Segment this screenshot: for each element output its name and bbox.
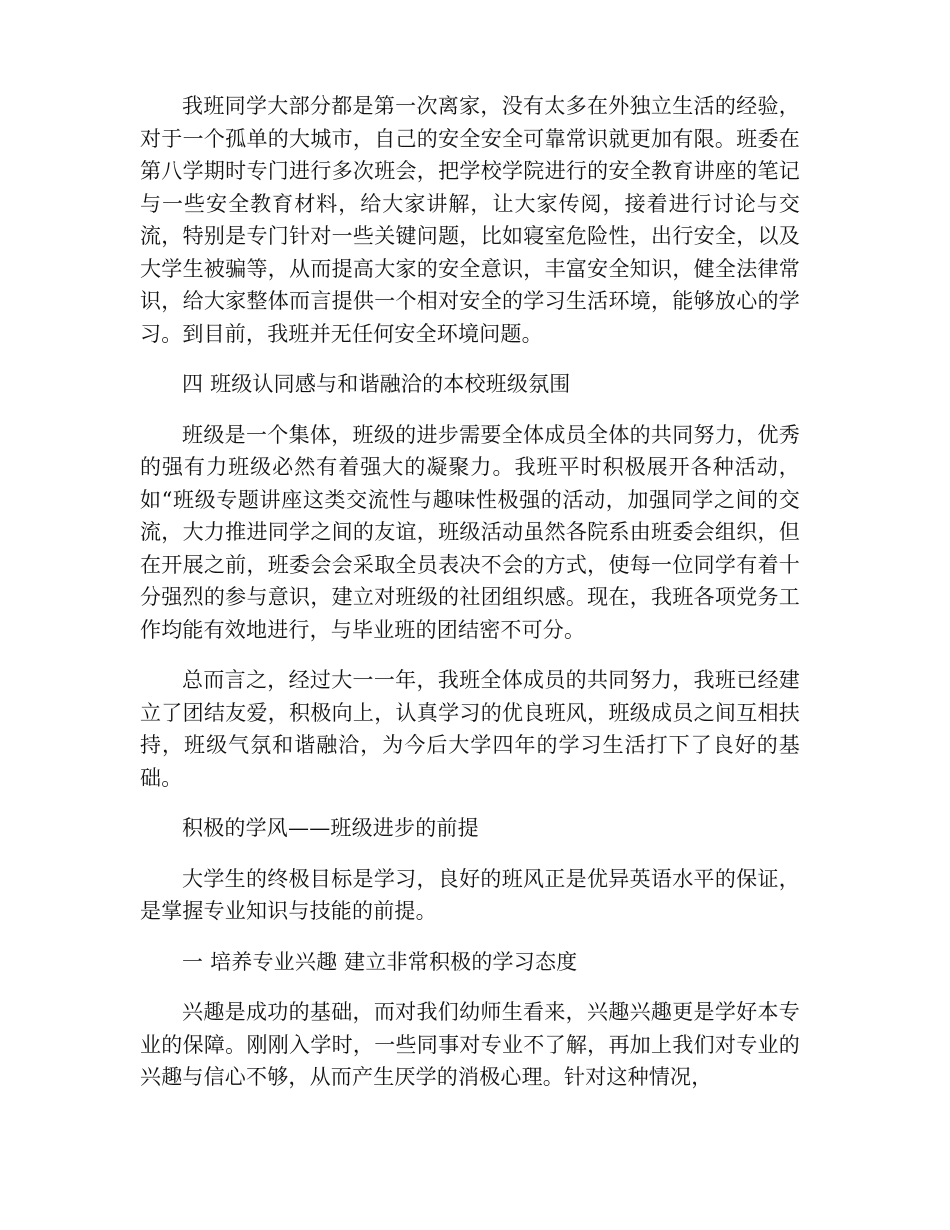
section-heading-study-style: 积极的学风——班级进步的前提 xyxy=(182,816,479,840)
paragraph-interest-foundation: 兴趣是成功的基础，而对我们幼师生看来，兴趣兴趣更是学好本专业的保障。刚刚入学时，一些同事对专业不了解，再加上我们对专业的兴趣与信心不够，从而产生厌学的消极心理。针对这种情况， xyxy=(140,1000,800,1089)
paragraph-class-cohesion: 班级是一个集体，班级的进步需要全体成员全体的共同努力，优秀的强有力班级必然有着强大的凝聚力。我班平时积极展开各种活动，如“班级专题讲座这类交流性与趣味性极强的活动，加强同学之间的交流，大力推进同学之间的友谊，班级活动虽然各院系由班委会组织，但在开展之前，班委会会采取全员表决不会的方式，使每一位同学有着十分强烈的参与意识，建立对班级的社团组织感。现在，我班各项党务工作均能有效地进行，与毕业班的团结密不可分。 xyxy=(140,422,800,642)
paragraph-safety-education: 我班同学大部分都是第一次离家，没有太多在外独立生活的经验，对于一个孤单的大城市，自己的安全安全可靠常识就更加有限。班委在第八学期时专门进行多次班会，把学校学院进行的安全教育讲座的笔记与一些安全教育材料，给大家讲解，让大家传阅，接着进行讨论与交流，特别是专门针对一些关键问题，比如寝室危险性，出行安全，以及大学生被骗等，从而提高大家的安全意识，丰富安全知识，健全法律常识，给大家整体而言提供一个相对安全的学习生活环境，能够放心的学习。到目前，我班并无任何安全环境问题。 xyxy=(140,94,800,346)
paragraph-study-goal: 大学生的终极目标是学习，良好的班风正是优异英语水平的保证，是掌握专业知识与技能的前提。 xyxy=(140,866,800,923)
section-heading-class-identity: 四 班级认同感与和谐融洽的本校班级氛围 xyxy=(182,372,571,396)
section-heading-professional-interest: 一 培养专业兴趣 建立非常积极的学习态度 xyxy=(182,949,578,974)
paragraph-summary: 总而言之，经过大一一年，我班全体成员的共同努力，我班已经建立了团结友爱，积极向上，认真学习的优良班风，班级成员之间互相扶持，班级气氛和谐融洽，为今后大学四年的学习生活打下了良好的基础。 xyxy=(140,668,800,790)
